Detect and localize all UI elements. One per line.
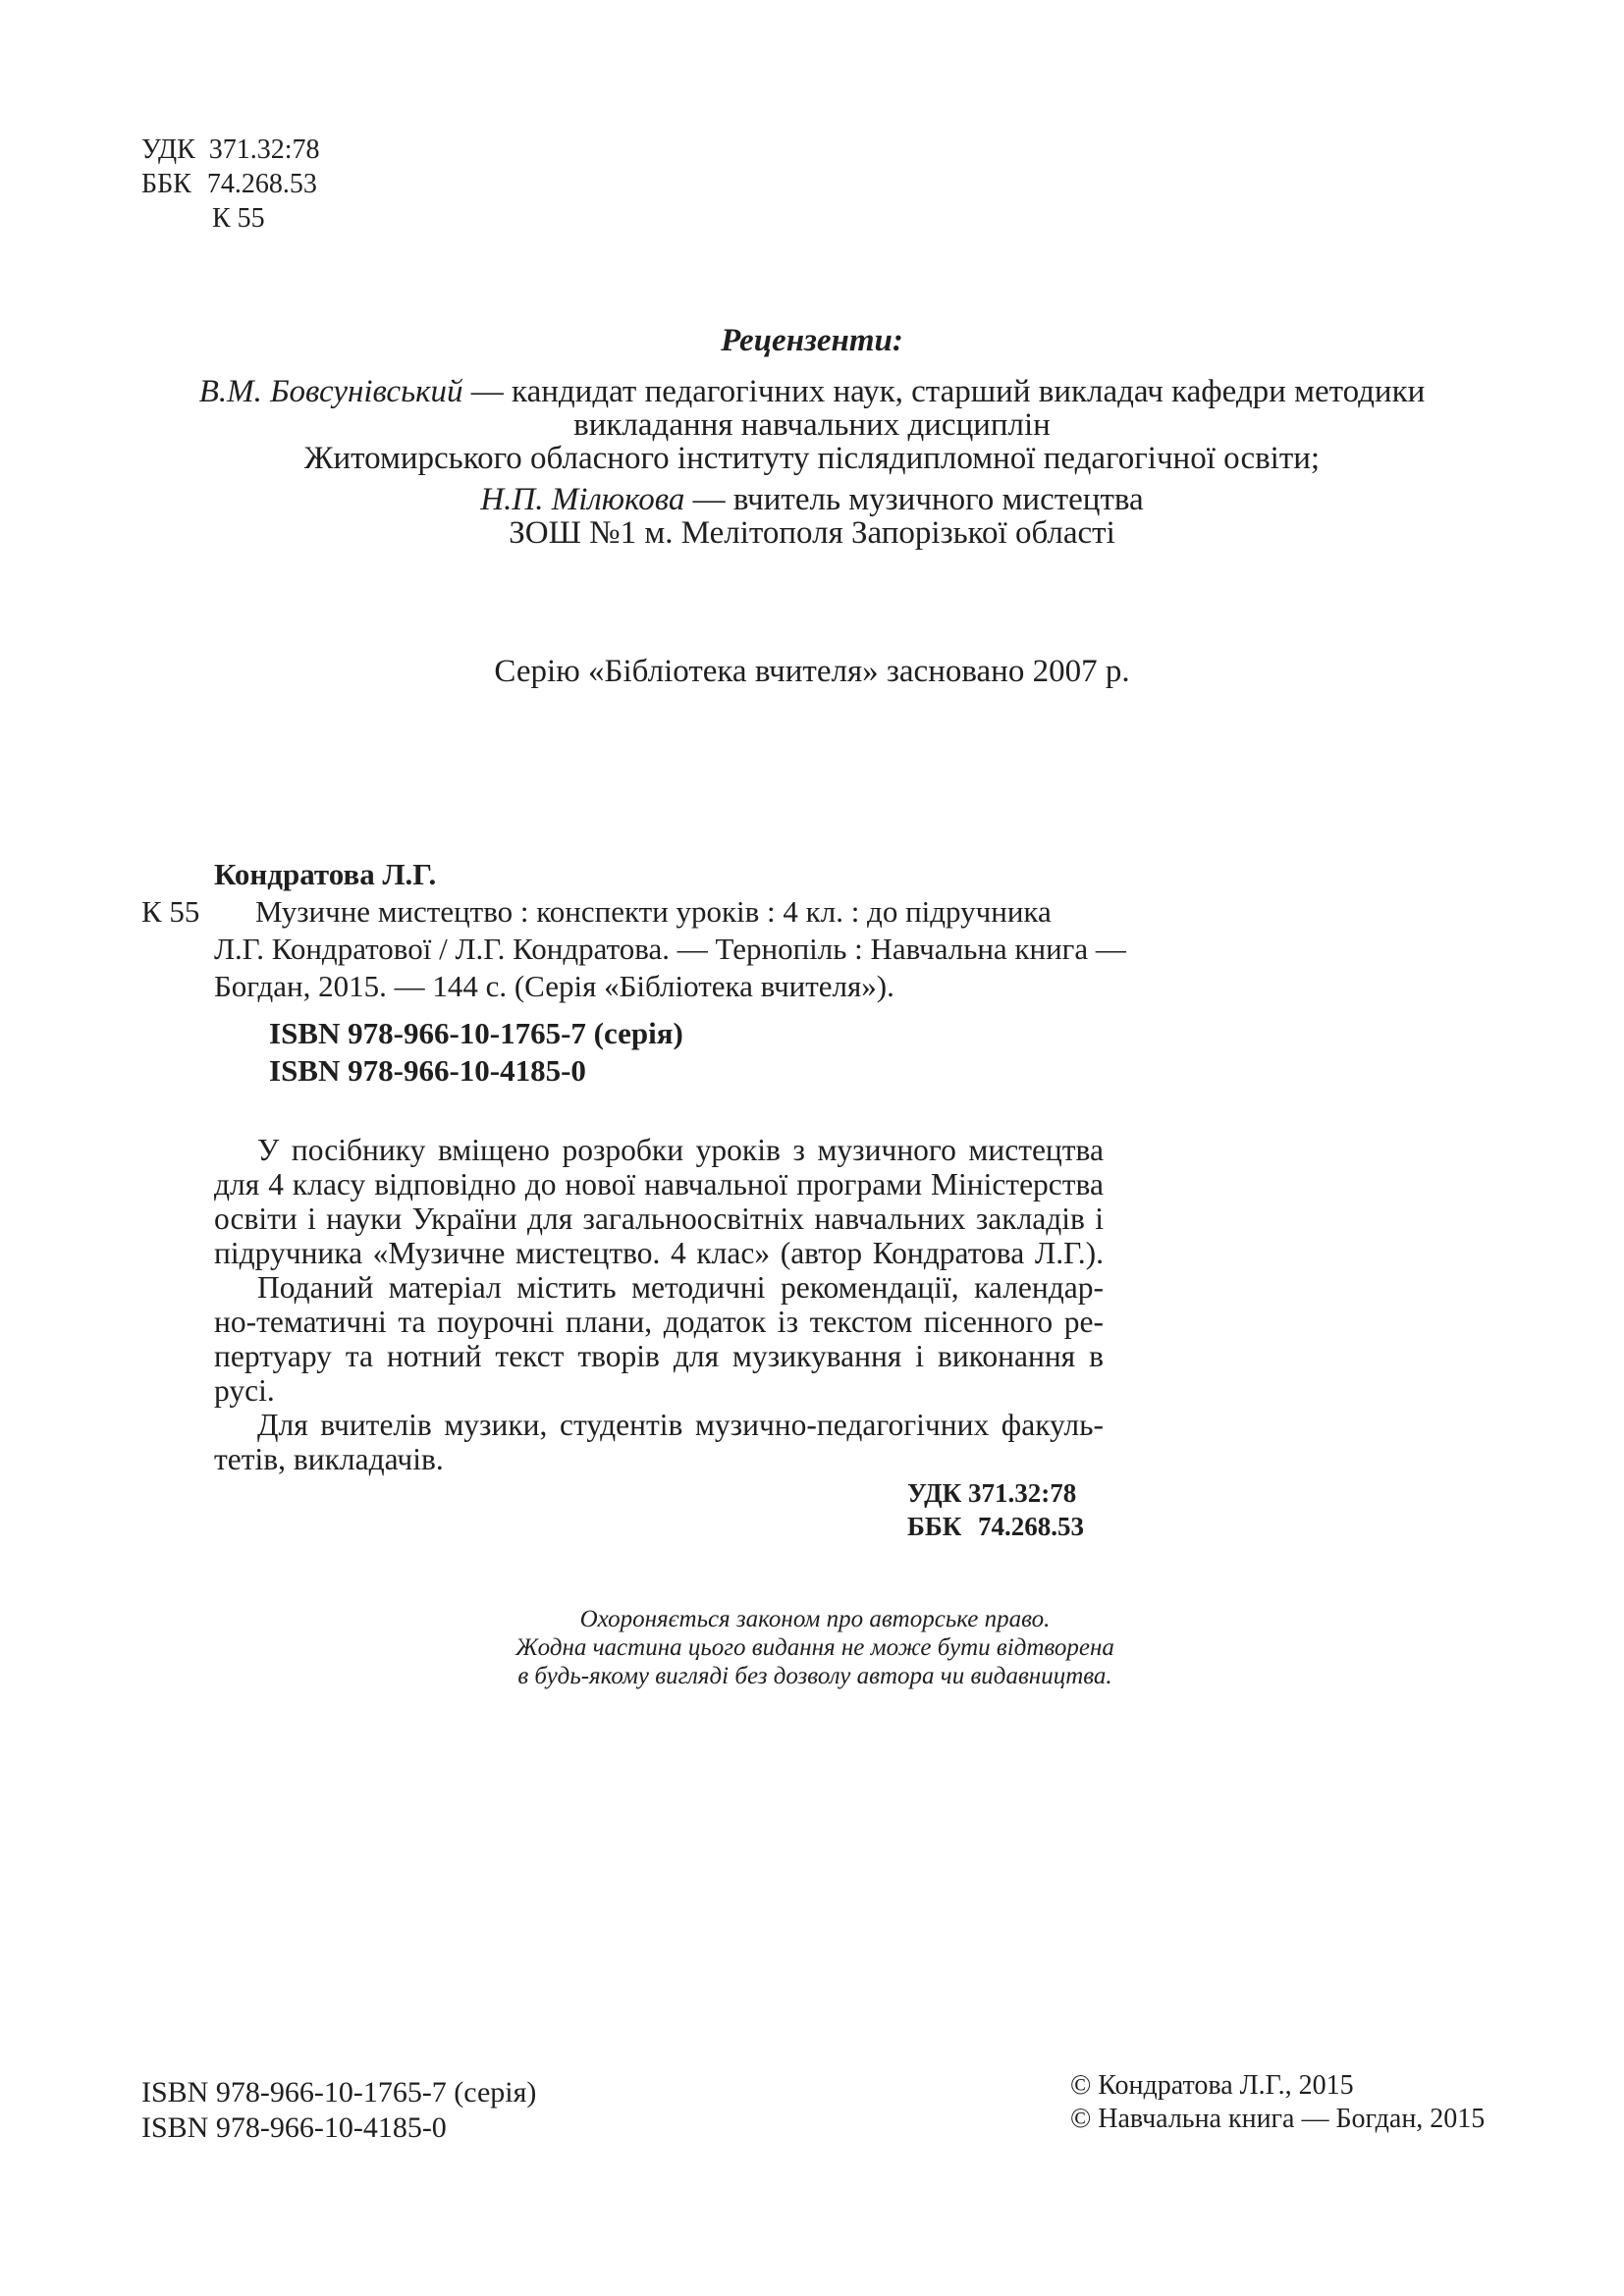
card-line-1 [141,893,1123,931]
classification-block [141,133,320,237]
copyright-notice-line-3: в будь-якому вигляді без дозволу автора чи видавництва. [517,1663,1112,1689]
reviewer-1-line-3: Житомирського обласного інституту післядипломної педагогічної освіти; [303,441,1321,476]
reviewer-2-title: — вчитель музичного мистецтва [684,482,1144,517]
card-mark: К 55 [141,894,200,929]
card-author: Кондратова Л.Г. [214,857,437,891]
annotation-line: освіти і науки України для загальноосвітніх навчальних закладів і [214,1201,1104,1236]
annotation-line: русі. [214,1373,275,1408]
reviewer-2-line-2: ЗОШ №1 м. Мелітополя Запорізької області [509,515,1115,551]
reviewer-1-line-2: викладання навчальних дисциплін [573,407,1051,443]
annotation-line: підручника «Музичне мистецтво. 4 клас» (автор Кондратова Л.Г.). [214,1236,1104,1270]
copyright-notice-line-1: Охороняється законом про авторське право. [579,1606,1051,1632]
annotation-udk-row [907,1476,1084,1510]
annotation-bbk-label: ББК [907,1512,962,1541]
annotation-udk-value: 371.32:78 [968,1478,1077,1508]
annotation-classification [907,1476,1084,1543]
card-isbn-2: ISBN 978-966-10-4185-0 [269,1053,586,1088]
bbk-value: 74.268.53 [206,169,317,199]
footer-isbn-1: ISBN 978-966-10-1765-7 (серія) [141,2076,537,2109]
annotation-line: тетів, викладачів. [214,1442,444,1476]
annotation [214,1133,1104,1476]
footer-isbn-2: ISBN 978-966-10-4185-0 [141,2111,447,2144]
footer-copyright-2: © Навчальна книга — Богдан, 2015 [1070,2104,1486,2134]
annotation-bbk-row [907,1510,1084,1543]
annotation-line: У посібнику вміщено розробки уроків з музичного мистецтва [257,1133,1104,1167]
reviewers-heading: Рецензенти: [721,323,903,358]
annotation-line: Поданий матеріал містить методичні рекомендації, календар- [257,1270,1104,1305]
catalog-card [141,856,1126,1090]
bbk-label: ББК [141,169,191,199]
annotation-line: Для вчителів музики, студентів музично-педагогічних факуль- [257,1408,1104,1442]
bbk-row [141,168,320,202]
udk-label: УДК [141,134,195,165]
annotation-line: для 4 класу відповідно до нової навчальної програми Міністерства [214,1167,1104,1201]
annotation-line: пертуару та нотний текст творів для музикування і виконання в [214,1339,1104,1373]
footer-copyright-1: © Кондратова Л.Г., 2015 [1070,2070,1354,2101]
card-line-2: Л.Г. Кондратової / Л.Г. Кондратова. — Тернопіль : Навчальна книга — [214,932,1126,966]
udk-value: 371.32:78 [208,134,320,165]
reviewer-1-title: — кандидат педагогічних наук, старший викладач кафедри методики [462,374,1426,409]
copyright-notice-line-2: Жодна частина цього видання не може бути відтворена [515,1634,1114,1661]
udk-row [141,133,320,168]
card-line-3: Богдан, 2015. — 144 с. (Серія «Бібліотека вчителя»). [214,969,894,1003]
series-note: Серію «Бібліотека вчителя» засновано 2007 р. [494,654,1130,689]
footer-isbn-block [141,2075,536,2146]
reviewer-2-name: Н.П. Мілюкова [480,482,685,517]
annotation-line: но-тематичні та поурочні плани, додаток із текстом пісенного ре- [214,1305,1104,1339]
annotation-udk-label: УДК [907,1478,962,1508]
footer-copyright-block [1070,2069,1485,2136]
card-isbn-1: ISBN 978-966-10-1765-7 (серія) [269,1016,683,1050]
copyright-notice [491,1605,1139,1690]
card-title: Музичне мистецтво : конспекти уроків : 4 кл. : до підручника [255,894,1052,929]
reviewer-1-name: В.М. Бовсунівський [198,374,463,409]
annotation-bbk-value: 74.268.53 [978,1512,1084,1541]
author-mark: К 55 [212,203,265,234]
